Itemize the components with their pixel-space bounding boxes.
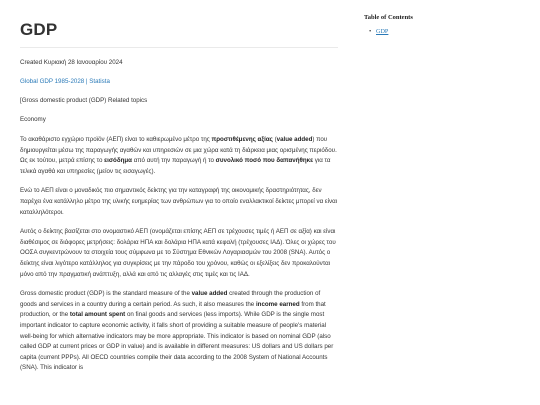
toc-title: Table of Contents	[364, 14, 413, 21]
toc-list	[364, 28, 524, 36]
text-run: created through the production of goods and services in a country during a certain period. As such, it also measures the	[20, 290, 321, 308]
created-date: Created Κυριακή 28 Ιανουαρίου 2024	[20, 59, 123, 66]
bold-term: total amount spent	[69, 311, 126, 319]
paragraph-english-definition	[20, 289, 338, 374]
table-of-contents	[364, 14, 524, 36]
paragraph-greek-wellbeing	[20, 186, 338, 218]
toc-item	[376, 28, 524, 36]
bold-term: value added	[276, 136, 313, 143]
text-run: ) που δημιουργείται μέσω της παραγωγής αγαθών και υπηρεσιών σε μια χώρα κατά τη διάρκεια μιας ορισμένης περιόδου. Ως εκ τούτου, μετρά επίσης το	[20, 136, 337, 165]
topic-label: Economy	[20, 116, 46, 123]
text-run: on final goods and services (less imports). While GDP is the single most important indicator to capture economic activity, it falls short of providing a suitable measure of people's material well-being for which alternative indicators may be more appropriate. This indicator is based on nominal GDP (also called GDP at current prices or GDP in value) and is available in different measures: US dollars and US dollars per capita (current PPPs). All OECD countries compile their data according to the 2008 System of National Accounts (SNA). This indicator is	[20, 311, 334, 372]
bold-term: income earned	[255, 300, 300, 308]
bold-term: συνολικό ποσό που δαπανήθηκε	[215, 157, 314, 165]
bold-term: εισόδημα	[104, 157, 132, 165]
text-run: (	[272, 136, 277, 143]
paragraph-greek-definition	[20, 135, 338, 177]
text-run: Ενώ το ΑΕΠ είναι ο μοναδικός πιο σημαντικός δείκτης για την καταγραφή της οικονομικής δραστηριότητας, δεν παρέχει ένα κατάλληλο μέτρο της υλικής ευημερίας των ανθρώπων για το οποίο εναλλακτικοί δείκτες μπορεί να είναι καταλληλότεροι.	[20, 187, 338, 216]
text-run: Το ακαθάριστο εγχώριο προϊόν (ΑΕΠ) είναι το καθιερωμένο μέτρο της	[20, 136, 212, 143]
bold-term: value added	[191, 290, 228, 298]
paragraph-greek-nominal	[20, 227, 338, 280]
related-topics: [Gross domestic product (GDP) Related topics	[20, 97, 148, 104]
text-run: from that production, or the	[20, 300, 326, 319]
document-body	[20, 20, 338, 383]
statista-link[interactable]: Global GDP 1985-2028 | Statista	[20, 78, 110, 85]
text-run: Αυτός ο δείκτης βασίζεται στο ονομαστικό ΑΕΠ (ονομάζεται επίσης ΑΕΠ σε τρέχουσες τιμές ή ΑΕΠ σε αξία) και είναι διαθέσιμος σε διάφορες μετρήσεις: δολάρια ΗΠΑ και δολάρια ΗΠΑ κατά κεφαλή (τρέχουσες ΙΑΔ). Όλες οι χώρες του ΟΟΣΑ συγκεντρώνουν τα στοιχεία τους σύμφωνα με το Σύστημα Εθνικών Λογαριασμών του 2008 (SNA). Αυτός ο δείκτης είναι λιγότερο κατάλληλος για συγκρίσεις με την πάροδο του χρόνου, καθώς οι εξελίξεις δεν προκαλούνται μόνο από την πραγματική ανάπτυξη, αλλά και από τις αλλαγές στις τιμές και τις ΙΑΔ.	[20, 228, 336, 278]
text-run: Gross domestic product (GDP) is the standard measure of the	[20, 290, 192, 298]
page-title: GDP	[20, 20, 338, 48]
toc-link-gdp[interactable]: GDP	[376, 28, 389, 35]
bold-term: προστιθέμενης αξίας	[211, 136, 273, 143]
source-link-line	[20, 78, 338, 86]
text-run: για τα τελικά αγαθά και υπηρεσίες (μείον τις εισαγωγές).	[20, 157, 331, 175]
text-run: από αυτή την παραγωγή ή το	[131, 157, 216, 165]
